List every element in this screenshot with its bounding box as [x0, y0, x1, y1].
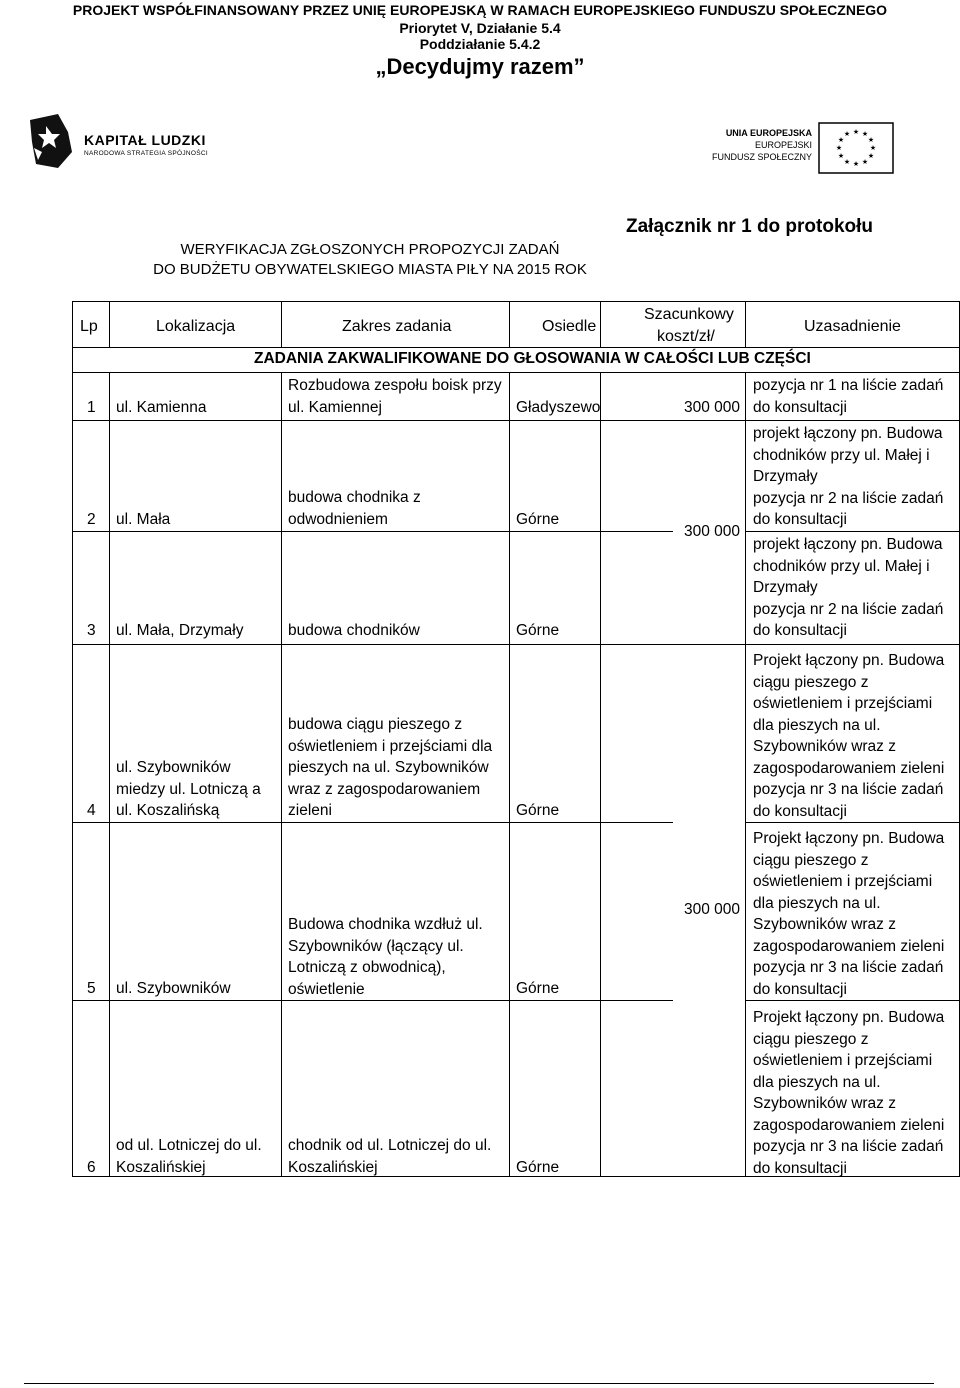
row6-lokalizacja	[116, 1135, 262, 1178]
row5-uzasadnienie-line: ciągu pieszego z	[753, 851, 869, 869]
svg-text:★: ★	[867, 152, 875, 160]
row4-uzasadnienie-line: oświetleniem i przejściami	[753, 695, 933, 712]
col-header-uzasadnienie: Uzasadnienie	[804, 318, 901, 335]
row4-6-koszt: 300 000	[684, 901, 741, 918]
row1-uzasadnienie-line: do konsultacji	[753, 398, 847, 416]
row4-lp: 4	[87, 802, 96, 819]
row1-koszt: 300 000	[684, 399, 741, 416]
row2-lokalizacja: ul. Mała	[116, 511, 171, 528]
row1-zakres-line: Rozbudowa zespołu boisk przy	[288, 377, 502, 394]
row6-uzasadnienie-line: zagospodarowaniem zieleni	[753, 1116, 945, 1134]
col-header-lp: Lp	[80, 318, 98, 335]
row2-uzasadnienie-line: Drzymały	[753, 468, 818, 485]
row3-uzasadnienie	[753, 534, 943, 642]
row5-lokalizacja: ul. Szybowników	[116, 980, 231, 997]
row2-osiedle: Górne	[516, 511, 560, 528]
title-line1: WERYFIKACJA ZGŁOSZONYCH PROPOZYCJI ZADAŃ	[180, 241, 560, 258]
kapital-ludzki-name: KAPITAŁ LUDZKI	[84, 132, 206, 148]
row5-zakres-line: Budowa chodnika wzdłuż ul.	[288, 916, 483, 933]
svg-text:★: ★	[835, 144, 843, 152]
col-header-lokalizacja: Lokalizacja	[156, 318, 236, 335]
footer-rule	[24, 1383, 934, 1384]
svg-text:★: ★	[861, 130, 869, 138]
row4-uzasadnienie-line: Projekt łączony pn. Budowa	[753, 652, 945, 669]
row2-zakres	[288, 487, 421, 530]
header-priority-line: Priorytet V, Działanie 5.4	[399, 20, 561, 36]
row6-uzasadnienie-line: oświetleniem i przejściami	[753, 1052, 933, 1069]
row2-uzasadnienie	[753, 423, 943, 531]
row5-uzasadnienie	[753, 828, 944, 1000]
row3-uzasadnienie-line: chodników przy ul. Małej i	[753, 557, 930, 575]
row4-zakres-line: pieszych na ul. Szybowników	[288, 759, 489, 776]
col-header-koszt-line1: Szacunkowy	[644, 306, 734, 323]
row6-uzasadnienie-line: Szybowników wraz z	[753, 1095, 896, 1112]
row5-uzasadnienie-line: Projekt łączony pn. Budowa	[753, 830, 945, 847]
svg-text:★: ★	[861, 158, 869, 166]
row4-lokalizacja-line: ul. Szybowników	[116, 759, 231, 776]
row4-osiedle: Górne	[516, 802, 560, 819]
row5-zakres-line: Szybowników (łączący ul.	[288, 937, 464, 955]
row6-uzasadnienie-line: dla pieszych na ul.	[753, 1073, 881, 1091]
row4-uzasadnienie-line: do konsultacji	[753, 802, 847, 820]
svg-text:★: ★	[852, 160, 860, 168]
row1-uzasadnienie	[753, 375, 943, 418]
row6-zakres	[288, 1135, 491, 1178]
header-project-line: PROJEKT WSPÓŁFINANSOWANY PRZEZ UNIĘ EUROPEJSKĄ W RAMACH EUROPEJSKIEGO FUNDUSZU SPOŁECZNEGO	[72, 2, 888, 18]
row4-zakres-line: oświetleniem i przejściami dla	[288, 737, 493, 755]
row2-zakres-line: budowa chodnika z	[288, 489, 421, 506]
row4-zakres-line: budowa ciągu pieszego z	[288, 716, 463, 733]
row1-osiedle: Gładyszewo	[516, 399, 601, 416]
eu-social-fund-logo	[706, 120, 896, 176]
svg-text:★: ★	[852, 128, 860, 136]
row5-uzasadnienie-line: do konsultacji	[753, 980, 847, 998]
row5-uzasadnienie-line: oświetleniem i przejściami	[753, 873, 933, 890]
row2-lp: 2	[87, 511, 96, 528]
document-title	[140, 240, 600, 280]
row5-uzasadnienie-line: Szybowników wraz z	[753, 916, 896, 933]
row3-uzasadnienie-line: projekt łączony pn. Budowa	[753, 536, 943, 553]
svg-text:★: ★	[843, 130, 851, 138]
svg-text:★: ★	[843, 158, 851, 166]
svg-text:★: ★	[869, 144, 877, 152]
row4-zakres	[288, 714, 492, 822]
row5-zakres-line: Lotniczą z obwodnicą),	[288, 959, 446, 976]
row4-uzasadnienie-line: ciągu pieszego z	[753, 673, 869, 691]
row2-3-koszt: 300 000	[684, 523, 741, 540]
row5-zakres-line: oświetlenie	[288, 980, 365, 998]
row2-uzasadnienie-line: do konsultacji	[753, 511, 847, 528]
row6-uzasadnienie-line: ciągu pieszego z	[753, 1030, 869, 1048]
row5-uzasadnienie-line: pozycja nr 3 na liście zadań	[753, 959, 944, 976]
row1-uzasadnienie-line: pozycja nr 1 na liście zadań	[753, 377, 944, 394]
row6-osiedle: Górne	[516, 1159, 560, 1176]
row6-uzasadnienie-line: Projekt łączony pn. Budowa	[753, 1009, 945, 1026]
row1-zakres-line: ul. Kamiennej	[288, 398, 382, 416]
kapital-ludzki-emblem-icon	[28, 112, 74, 170]
row4-uzasadnienie	[753, 650, 944, 822]
row2-zakres-line: odwodnieniem	[288, 510, 388, 528]
col-header-zakres: Zakres zadania	[342, 318, 452, 335]
row4-uzasadnienie-line: pozycja nr 3 na liście zadań	[753, 781, 944, 798]
row6-lp: 6	[87, 1159, 96, 1176]
eu-logo-line1: UNIA EUROPEJSKA	[725, 128, 812, 138]
row4-uzasadnienie-line: dla pieszych na ul.	[753, 716, 881, 734]
row3-uzasadnienie-line: Drzymały	[753, 579, 818, 596]
row5-lp: 5	[87, 980, 96, 997]
col-header-osiedle: Osiedle	[542, 318, 597, 335]
row6-zakres-line: Koszalińskiej	[288, 1158, 378, 1176]
svg-text:★: ★	[837, 152, 845, 160]
row5-uzasadnienie-line: zagospodarowaniem zieleni	[753, 937, 945, 955]
row2-uzasadnienie-line: pozycja nr 2 na liście zadań	[753, 489, 944, 507]
row3-zakres: budowa chodników	[288, 622, 420, 639]
row1-lokalizacja: ul. Kamienna	[116, 399, 207, 416]
row3-uzasadnienie-line: do konsultacji	[753, 622, 847, 639]
row6-uzasadnienie-line: pozycja nr 3 na liście zadań	[753, 1138, 944, 1155]
row3-osiedle: Górne	[516, 622, 560, 639]
row3-uzasadnienie-line: pozycja nr 2 na liście zadań	[753, 600, 944, 618]
header-slogan: „Decydujmy razem”	[375, 54, 585, 79]
svg-text:★: ★	[867, 136, 875, 144]
row4-uzasadnienie-line: Szybowników wraz z	[753, 738, 896, 755]
row6-zakres-line: chodnik od ul. Lotniczej do ul.	[288, 1137, 492, 1154]
row4-uzasadnienie-line: zagospodarowaniem zieleni	[753, 759, 945, 777]
kapital-ludzki-subtitle: NARODOWA STRATEGIA SPÓJNOŚCI	[84, 150, 208, 157]
eu-logo-line3: FUNDUSZ SPOŁECZNY	[711, 152, 812, 162]
section-qualified-heading: ZADANIA ZAKWALIFIKOWANE DO GŁOSOWANIA W CAŁOŚCI LUB CZĘŚCI	[254, 350, 811, 367]
row5-uzasadnienie-line: dla pieszych na ul.	[753, 894, 881, 912]
row4-zakres-line: wraz z zagospodarowaniem	[288, 780, 481, 798]
svg-text:★: ★	[837, 136, 845, 144]
row5-zakres	[288, 914, 483, 1000]
row4-zakres-line: zieleni	[288, 802, 332, 819]
eu-flag-icon	[818, 122, 894, 174]
header-subaction-line: Poddziałanie 5.4.2	[419, 36, 541, 52]
row4-lokalizacja-line: miedzy ul. Lotniczą a	[116, 780, 261, 798]
kapital-ludzki-logo	[28, 112, 228, 172]
col-header-koszt-line2: koszt/zł/	[657, 328, 715, 345]
eu-logo-line2: EUROPEJSKI	[754, 140, 812, 150]
row2-uzasadnienie-line: projekt łączony pn. Budowa	[753, 425, 943, 442]
row2-uzasadnienie-line: chodników przy ul. Małej i	[753, 446, 930, 464]
row6-lokalizacja-line: Koszalińskiej	[116, 1158, 206, 1176]
annex-title: Załącznik nr 1 do protokołu	[626, 216, 874, 237]
row6-uzasadnienie-line: do konsultacji	[753, 1159, 847, 1177]
row1-zakres	[288, 375, 502, 418]
title-line2: DO BUDŻETU OBYWATELSKIEGO MIASTA PIŁY NA 2015 ROK	[153, 261, 587, 278]
row6-lokalizacja-line: od ul. Lotniczej do ul.	[116, 1137, 262, 1154]
row6-uzasadnienie	[753, 1007, 944, 1179]
row3-lokalizacja: ul. Mała, Drzymały	[116, 622, 244, 639]
row4-lokalizacja-line: ul. Koszalińską	[116, 802, 220, 819]
row3-lp: 3	[87, 622, 96, 639]
row4-lokalizacja	[116, 757, 261, 822]
row5-osiedle: Górne	[516, 980, 560, 997]
row1-lp: 1	[87, 399, 96, 416]
